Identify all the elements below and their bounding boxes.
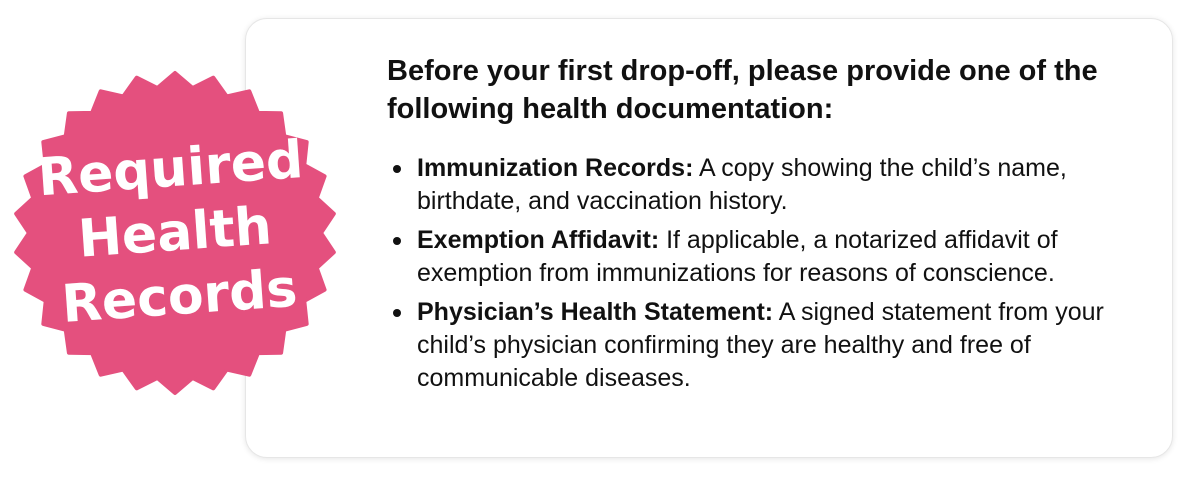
- bullet-icon: [393, 165, 401, 173]
- item-term: Exemption Affidavit:: [417, 226, 660, 254]
- requirements-list: [387, 152, 1147, 395]
- item-description: A copy showing the child’s name, birthdate, and vaccination history.: [417, 154, 1067, 215]
- badge-text: [0, 57, 351, 409]
- card-heading: Before your first drop-off, please provide one of the following health documentation:: [387, 55, 1098, 125]
- item-term: Immunization Records:: [417, 154, 694, 182]
- list-item-physicians-health-statement: [387, 296, 1147, 395]
- bullet-icon: [393, 309, 401, 317]
- badge-text-line-1: Required: [36, 129, 306, 209]
- bullet-icon: [393, 237, 401, 245]
- badge-text-line-3: Records: [59, 258, 300, 335]
- list-item-immunization-records: [387, 152, 1147, 218]
- badge-text-line-2: Health: [76, 196, 274, 270]
- item-description: A signed statement from your child’s physician confirming they are healthy and free of communicable diseases.: [417, 298, 1104, 392]
- list-item-exemption-affidavit: [387, 224, 1147, 290]
- card-content: [387, 52, 1147, 401]
- item-term: Physician’s Health Statement:: [417, 298, 774, 326]
- item-description: If applicable, a notarized affidavit of exemption from immunizations for reasons of conscience.: [417, 226, 1058, 287]
- required-health-records-badge: [10, 68, 340, 398]
